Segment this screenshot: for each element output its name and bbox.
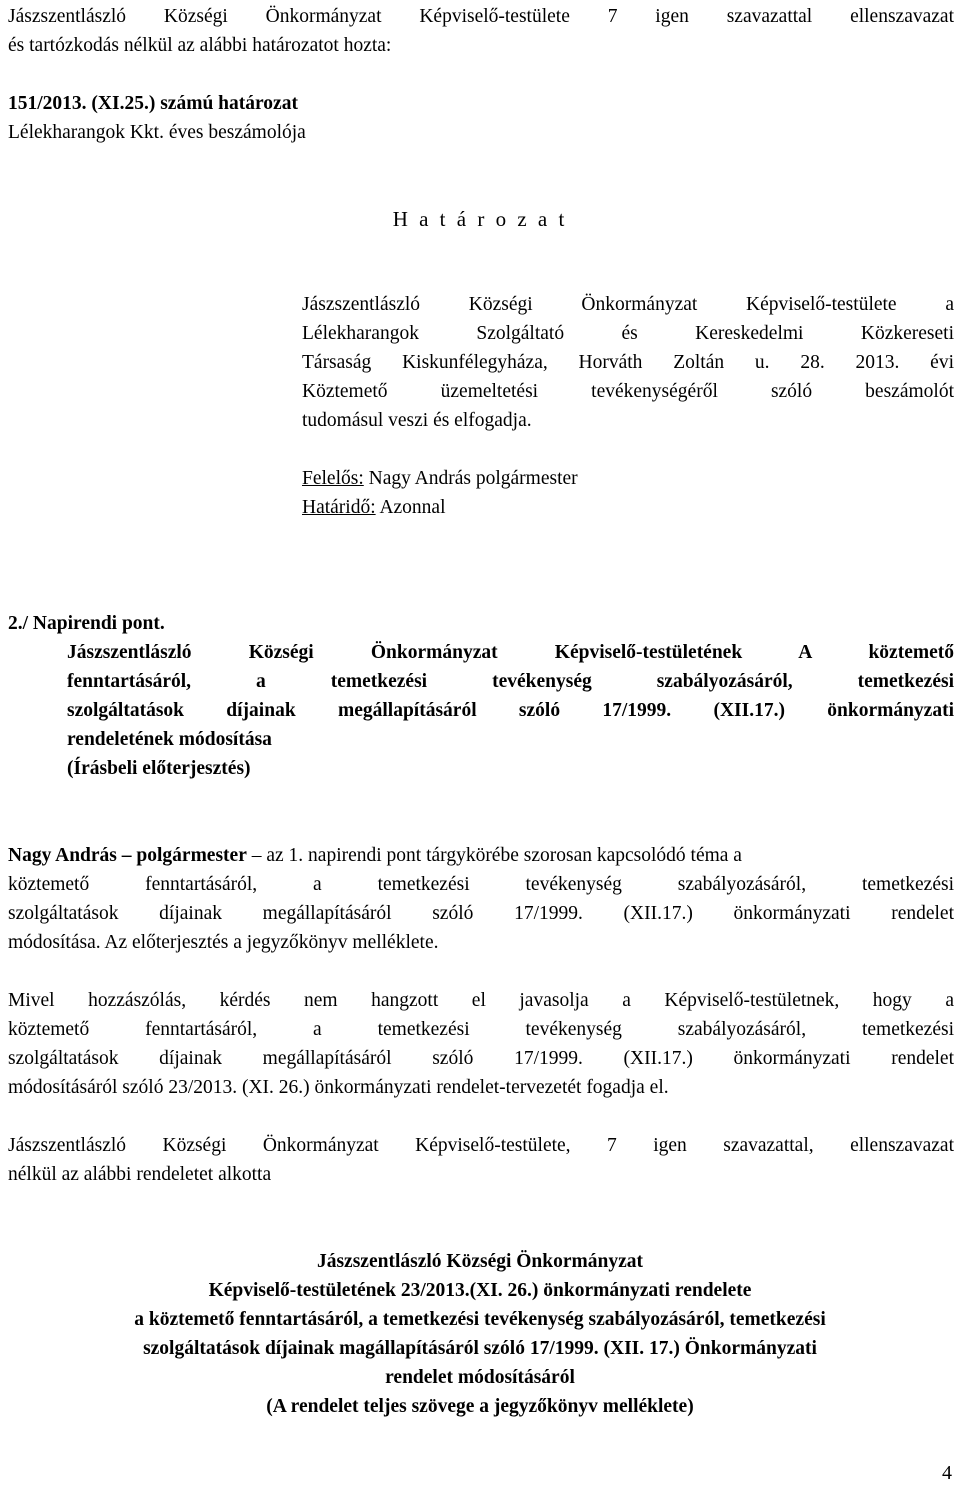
- agenda-line: rendeletének módosítása: [67, 729, 272, 750]
- vote-paragraph-line: Jászszentlászló Községi Önkormányzat Képviselő-testülete, 7 igen szavazattal, ellenszavazat: [8, 1135, 954, 1156]
- mayor-paragraph-line: szolgáltatások díjainak megállapításáról szóló 17/1999. (XII.17.) önkormányzati rendelet: [8, 903, 954, 924]
- speaker-name: Nagy András – polgármester: [8, 845, 247, 866]
- decree-title-line: Jászszentlászló Községi Önkormányzat: [316, 1251, 644, 1272]
- decree-title-line: Képviselő-testületének 23/2013.(XI. 26.) önkormányzati rendelete: [208, 1280, 752, 1301]
- deadline-label: Határidő:: [302, 497, 376, 518]
- decree-title-line: rendelet módosításáról: [385, 1367, 575, 1388]
- agenda-line: (Írásbeli előterjesztés): [67, 758, 251, 779]
- resolution-body-line: Köztemető üzemeltetési tevékenységéről szóló beszámolót: [302, 381, 954, 402]
- responsible-line: [302, 464, 954, 493]
- proposal-paragraph-line: köztemető fenntartásáról, a temetkezési tevékenység szabályozásáról, temetkezési: [8, 1019, 954, 1040]
- mayor-text: – az 1. napirendi pont tárgykörébe szorosan kapcsolódó téma a: [246, 845, 742, 866]
- intro-line: és tartózkodás nélkül az alábbi határozatot hozta:: [8, 35, 392, 56]
- mayor-paragraph-line: köztemető fenntartásáról, a temetkezési tevékenység szabályozásáról, temetkezési: [8, 874, 954, 895]
- responsible-label: Felelős:: [302, 468, 364, 489]
- responsible-value: Nagy András polgármester: [363, 468, 578, 489]
- agenda-line: fenntartásáról, a temetkezési tevékenység szabályozásáról, temetkezési: [67, 671, 954, 692]
- decree-title-line: a köztemető fenntartásáról, a temetkezési tevékenység szabályozásáról, temetkezési: [134, 1309, 826, 1330]
- resolution-body-line: Lélekharangok Szolgáltató és Kereskedelmi Közkereseti: [302, 323, 954, 344]
- page-number: 4: [942, 1462, 952, 1484]
- proposal-paragraph-line: módosításáról szóló 23/2013. (XI. 26.) önkormányzati rendelet-tervezetét fogadja el.: [8, 1077, 669, 1098]
- proposal-paragraph-line: szolgáltatások díjainak megállapításáról szóló 17/1999. (XII.17.) önkormányzati rendelet: [8, 1048, 954, 1069]
- intro-line: Jászszentlászló Községi Önkormányzat Képviselő-testülete 7 igen szavazattal ellenszavazat: [8, 6, 954, 27]
- agenda-line: szolgáltatások díjainak megállapításáról szóló 17/1999. (XII.17.) önkormányzati: [67, 700, 954, 721]
- decree-title-line: szolgáltatások díjainak magállapításáról szóló 17/1999. (XII. 17.) Önkormányzati: [143, 1338, 817, 1359]
- resolution-body-line: tudomásul veszi és elfogadja.: [302, 410, 532, 431]
- proposal-paragraph-line: Mivel hozzászólás, kérdés nem hangzott el javasolja a Képviselő-testületnek, hogy a: [8, 990, 954, 1011]
- resolution-body-line: Társaság Kiskunfélegyháza, Horváth Zoltán u. 28. 2013. évi: [302, 352, 954, 373]
- agenda-line: Jászszentlászló Községi Önkormányzat Képviselő-testületének A köztemető: [67, 642, 954, 663]
- mayor-paragraph-first-line: [8, 841, 954, 870]
- vote-paragraph-line: nélkül az alábbi rendeletet alkotta: [8, 1164, 272, 1185]
- agenda-title: 2./ Napirendi pont.: [8, 613, 165, 634]
- deadline-value: Azonnal: [375, 497, 446, 518]
- mayor-paragraph-line: módosítása. Az előterjesztés a jegyzőkönyv melléklete.: [8, 932, 439, 953]
- decree-title-line: (A rendelet teljes szövege a jegyzőkönyv melléklete): [266, 1396, 694, 1417]
- deadline-line: [302, 493, 954, 522]
- resolution-body-line: Jászszentlászló Községi Önkormányzat Képviselő-testülete a: [302, 294, 954, 315]
- resolution-heading: H a t á r o z a t: [392, 207, 568, 231]
- resolution-subject: Lélekharangok Kkt. éves beszámolója: [8, 122, 306, 143]
- resolution-number: 151/2013. (XI.25.) számú határozat: [8, 93, 298, 114]
